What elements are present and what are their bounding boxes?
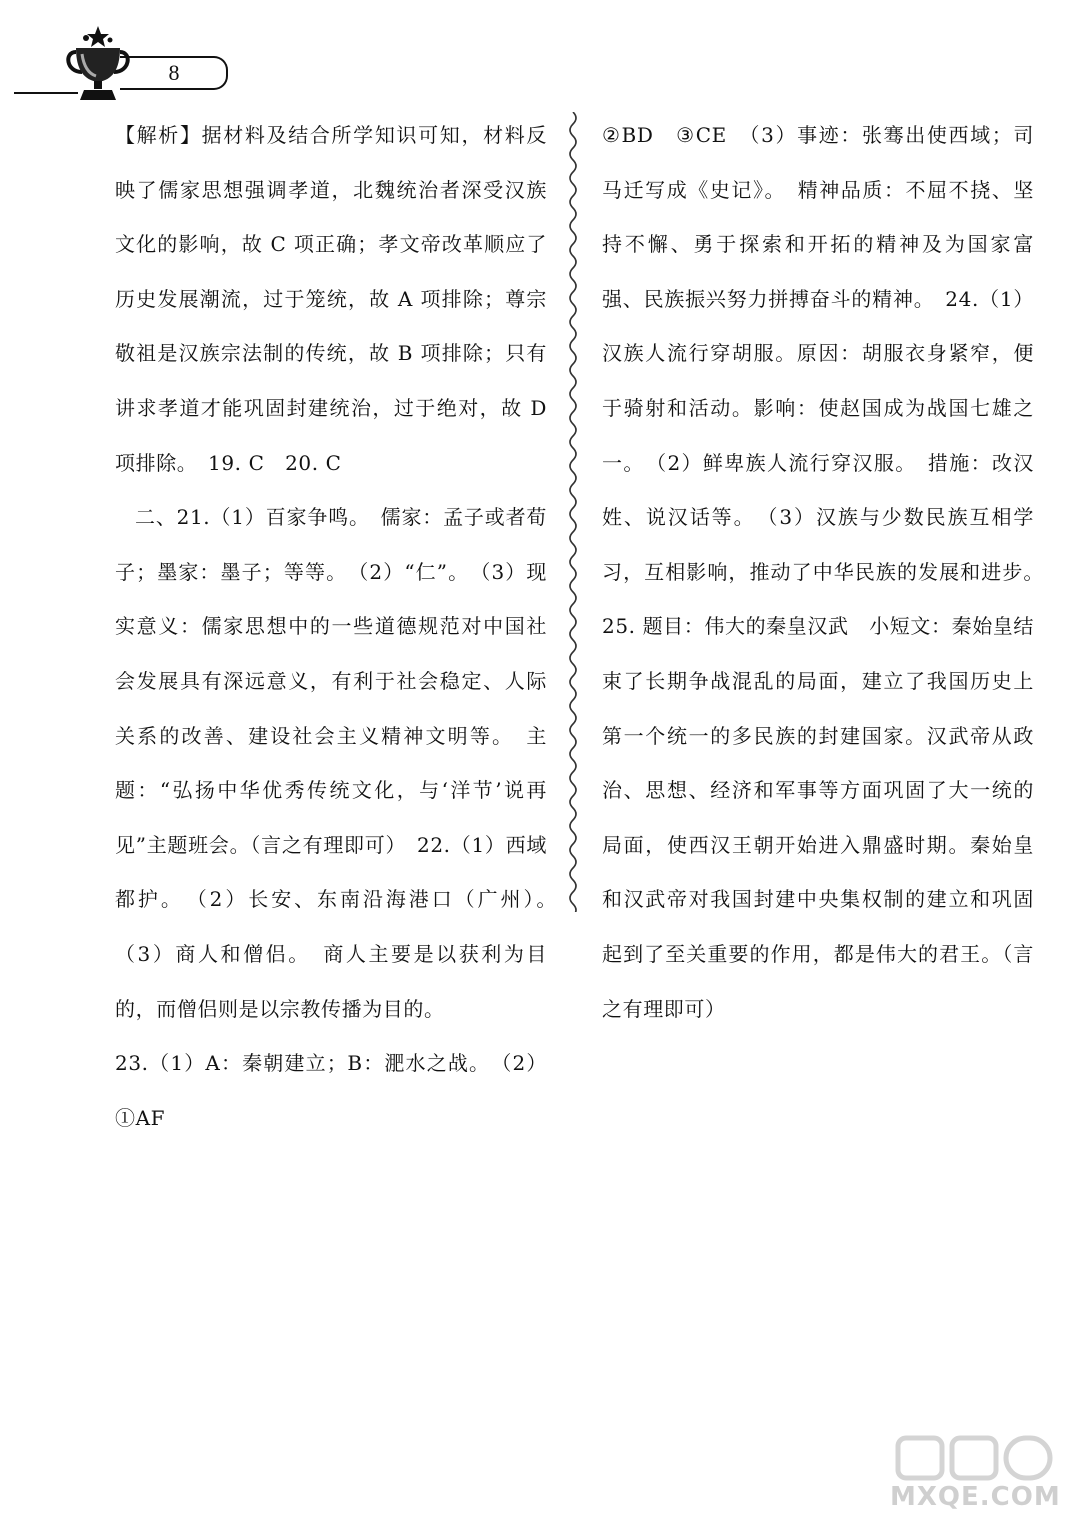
right-column [602, 108, 1055, 1036]
page-number: 8 [168, 60, 180, 85]
watermark-text: MXQE.COM [890, 1482, 1061, 1512]
watermark-logo-icon [890, 1432, 1060, 1484]
answer-paragraph-continued: ②BD ③CE （3）事迹：张骞出使西域；司马迁写成《史记》。 精神品质：不屈不挠、坚持不懈、勇于探索和开拓的精神及为国家富强、民族振兴努力拼搏奋斗的精神。 24.（1）汉族人流行穿胡服。原因：胡服衣身紧窄，便于骑射和活动。影响：使赵国成为战国七雄之一。 （2）鲜卑族人流行穿汉服。 措施：改汉姓、说汉话等。 （3）汉族与少数民族互相学习，互相影响，推动了中华民族的发展和进步。 25. 题目：伟大的秦皇汉武 小短文：秦始皇结束了长期争战混乱的局面，建立了我国历史上第一个统一的多民族的封建国家。汉武帝从政治、思想、经济和军事等方面巩固了大一统的局面，使西汉王朝开始进入鼎盛时期。秦始皇和汉武帝对我国封建中央集权制的建立和巩固起到了至关重要的作用，都是伟大的君王。（言之有理即可） [602, 123, 1055, 1021]
wavy-divider [565, 112, 581, 912]
watermark [890, 1432, 1060, 1528]
answer-paragraph-q23: 23.（1）A：秦朝建立；B：淝水之战。 （2）①AF [115, 1051, 547, 1130]
answer-paragraph-analysis: 【解析】据材料及结合所学知识可知，材料反映了儒家思想强调孝道，北魏统治者深受汉族文化的影响，故 C 项正确；孝文帝改革顺应了历史发展潮流，过于笼统，故 A 项排除；尊宗敬祖是汉族宗法制的传统，故 B 项排除；只有讲求孝道才能巩固封建统治，过于绝对，故 D 项排除。 19. C 20. C [115, 123, 547, 475]
answer-paragraph-section-two: 二、21.（1）百家争鸣。 儒家：孟子或者荀子；墨家：墨子；等等。 （2）“仁”。 （3）现实意义：儒家思想中的一些道德规范对中国社会发展具有深远意义，有利于社会稳定、人际关系的改善、建设社会主义精神文明等。 主题：“弘扬中华优秀传统文化，与‘洋节’说再见”主题班会。（言之有理即可） 22.（1）西域都护。 （2）长安、东南沿海港口（广州）。 （3）商人和僧侣。 商人主要是以获利为目的，而僧侣则是以宗教传播为目的。 [115, 505, 568, 1021]
left-column [115, 108, 568, 1145]
page-header [0, 0, 1071, 110]
